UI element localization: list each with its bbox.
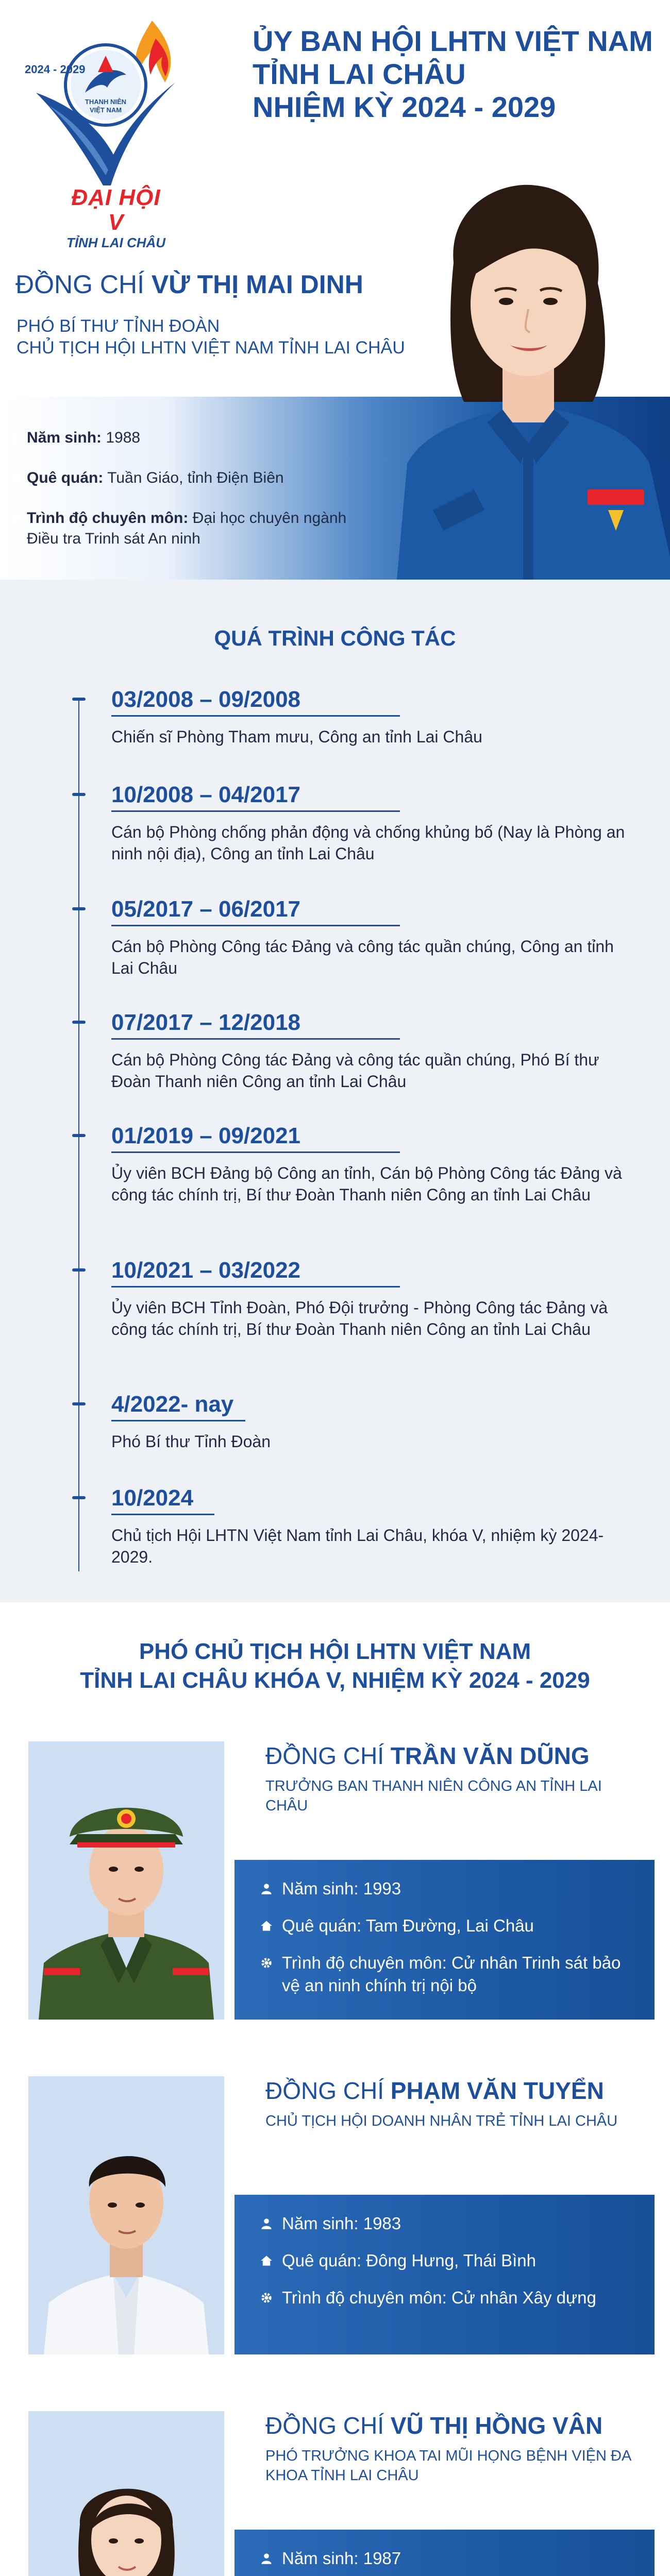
leader-info-hometown-text	[27, 468, 382, 488]
timeline-underline	[111, 715, 400, 717]
org-title-line-3: NHIỆM KỲ 2024 - 2029	[253, 91, 556, 123]
vice-chair-info-panel	[234, 2195, 655, 2354]
vice-chair-birth-text: Năm sinh: 1987	[282, 2549, 401, 2568]
vice-chairs-section	[0, 1602, 670, 2576]
vice-title-line-2: TỈNH LAI CHÂU KHÓA V, NHIỆM KỲ 2024 - 2029	[80, 1668, 590, 1693]
person-icon	[11, 428, 27, 448]
leader-info-degree-value: Đại học chuyên ngành Điều tra Trinh sát An ninh	[27, 510, 347, 547]
vice-chair-hometown	[260, 1914, 642, 1937]
vice-chair-role: PHÓ TRƯỞNG KHOA TAI MŨI HỌNG BỆNH VIỆN ĐA KHOA TỈNH LAI CHÂU	[265, 2448, 631, 2484]
vice-chair-info-list	[260, 2212, 642, 2324]
vice-chair-degree-text: Trình độ chuyên môn: Cử nhân Xây dựng	[282, 2288, 596, 2307]
vice-chair-name-value: VŨ THỊ HỒNG VÂN	[390, 2412, 603, 2439]
person-icon	[260, 2212, 282, 2235]
leader-info-degree-text	[27, 508, 382, 549]
timeline-desc: Ủy viên BCH Tỉnh Đoàn, Phó Đội trưởng - Phòng Công tác Đảng và công tác chính trị, Bí thư Đoàn Thanh niên Công an tỉnh Lai Châu	[111, 1298, 608, 1338]
timeline-date-text: 10/2024	[111, 1485, 194, 1511]
vice-chair-role: CHỦ TỊCH HỘI DOANH NHÂN TRẺ TỈNH LAI CHÂU	[265, 2113, 618, 2129]
vice-chair-degree-text: Trình độ chuyên môn: Cử nhân Trinh sát bảo vệ an ninh chính trị nội bộ	[282, 1953, 621, 1995]
timeline-dot	[72, 698, 86, 701]
leader-info-list	[11, 428, 382, 569]
logo-years: 2024 - 2029	[25, 63, 86, 76]
vice-chair-info-panel	[234, 2530, 655, 2576]
vice-chair-hometown-text: Quê quán: Tam Đường, Lai Châu	[282, 1916, 534, 1935]
home-icon	[11, 468, 27, 488]
timeline-dot	[72, 1496, 86, 1499]
gear-icon	[260, 2286, 282, 2309]
vice-chair-info-list	[260, 2547, 642, 2576]
leader-info-degree	[11, 508, 382, 549]
vice-chair-name-value: TRẦN VĂN DŨNG	[390, 1742, 590, 1769]
timeline-underline	[111, 1420, 245, 1421]
timeline-desc: Cán bộ Phòng Công tác Đảng và công tác quần chúng, Phó Bí thư Đoàn Thanh niên Công an tỉnh Lai Châu	[111, 1050, 599, 1091]
timeline-dot	[72, 793, 86, 796]
vice-chair-card	[28, 2411, 655, 2576]
leader-info-birth-text	[27, 428, 382, 448]
timeline-underline	[111, 1151, 400, 1153]
vice-chair-degree	[260, 1952, 642, 1997]
vice-chair-name-prefix: ĐỒNG CHÍ	[265, 1742, 391, 1769]
vice-chair-hometown-text: Quê quán: Đông Hưng, Thái Bình	[282, 2251, 536, 2270]
timeline-underline	[111, 1514, 214, 1515]
timeline-desc: Cán bộ Phòng Công tác Đảng và công tác quần chúng, Công an tỉnh Lai Châu	[111, 937, 614, 977]
timeline-underline	[111, 1286, 400, 1287]
timeline-item	[72, 1484, 644, 1568]
logo-badge-line1: THANH NIÊN	[85, 98, 127, 106]
timeline-date	[72, 1390, 644, 1419]
leader-info-birth-value: 1988	[102, 429, 141, 446]
vice-chair-name	[265, 1741, 590, 1770]
timeline-date	[72, 781, 644, 809]
vice-chair-birth-text: Năm sinh: 1993	[282, 1879, 401, 1898]
timeline-date	[72, 1256, 644, 1285]
leader-role-1: PHÓ BÍ THƯ TỈNH ĐOÀN	[16, 316, 220, 336]
timeline-dot	[72, 1268, 86, 1272]
timeline-dot	[72, 1021, 86, 1024]
timeline-underline	[111, 1038, 400, 1040]
timeline-item	[72, 1390, 644, 1452]
vice-chair-birth-text: Năm sinh: 1983	[282, 2214, 401, 2233]
timeline-dot	[72, 1402, 86, 1405]
timeline-date	[72, 1484, 644, 1513]
timeline-item	[72, 1008, 644, 1092]
vice-chair-card	[28, 1741, 655, 2030]
vice-chair-name-prefix: ĐỒNG CHÍ	[265, 2077, 391, 2104]
timeline-item	[72, 1122, 644, 1206]
congress-province: TỈNH LAI CHÂU	[66, 235, 166, 250]
timeline-date-text: 05/2017 – 06/2017	[111, 896, 301, 922]
timeline-item	[72, 1256, 644, 1340]
timeline-desc: Cán bộ Phòng chống phản động và chống khủng bố (Nay là Phòng an ninh nội địa), Công an tỉnh Lai Châu	[111, 823, 625, 863]
vice-chair-hometown	[260, 2249, 642, 2272]
gear-icon	[260, 1952, 282, 1974]
home-icon	[260, 1914, 282, 1937]
leader-info-degree-label: Trình độ chuyên môn:	[27, 510, 189, 527]
leader-name	[15, 269, 407, 300]
vice-chair-name-prefix: ĐỒNG CHÍ	[265, 2412, 391, 2439]
timeline-date	[72, 685, 644, 714]
org-title-line-2: TỈNH LAI CHÂU	[253, 58, 466, 90]
career-section	[0, 580, 670, 1602]
leader-role-2: CHỦ TỊCH HỘI LHTN VIỆT NAM TỈNH LAI CHÂU	[16, 338, 405, 358]
congress-name: ĐẠI HỘI V	[71, 185, 161, 235]
timeline-date	[72, 895, 644, 924]
vice-chair-name-value: PHẠM VĂN TUYỂN	[390, 2077, 604, 2104]
vice-chairs-title	[0, 1637, 670, 1695]
vice-chair-photo	[28, 2411, 224, 2576]
vice-chair-birth	[260, 1877, 642, 1900]
header-section	[0, 0, 670, 580]
timeline-item	[72, 685, 644, 748]
vice-chair-photo	[28, 2076, 224, 2354]
timeline-item	[72, 895, 644, 979]
person-icon	[260, 2547, 282, 2570]
timeline-date-text: 4/2022- nay	[111, 1392, 234, 1417]
vice-chair-info-list	[260, 1877, 642, 2011]
vice-chair-degree	[260, 2286, 642, 2309]
timeline-desc: Ủy viên BCH Đảng bộ Công an tỉnh, Cán bộ Phòng Công tác Đảng và công tác chính trị, Bí thư Đoàn Thanh niên Công an tỉnh Lai Châu	[111, 1164, 622, 1204]
home-icon	[260, 2249, 282, 2272]
gear-icon	[11, 508, 27, 529]
timeline-underline	[111, 810, 400, 812]
vice-chair-name	[265, 2411, 602, 2440]
timeline-date-text: 07/2017 – 12/2018	[111, 1010, 301, 1035]
timeline-date-text: 10/2021 – 03/2022	[111, 1258, 301, 1283]
leader-info-birth	[11, 428, 382, 448]
vice-chair-card	[28, 2076, 655, 2365]
logo-badge-line2: VIỆT NAM	[89, 106, 122, 114]
timeline-desc: Phó Bí thư Tỉnh Đoàn	[111, 1432, 271, 1451]
timeline-date-text: 03/2008 – 09/2008	[111, 687, 301, 712]
congress-logo	[21, 15, 196, 193]
vice-chair-birth	[260, 2547, 642, 2570]
timeline-date	[72, 1008, 644, 1037]
timeline-date-text: 01/2019 – 09/2021	[111, 1123, 301, 1148]
career-title: QUÁ TRÌNH CÔNG TÁC	[214, 626, 456, 650]
congress-title	[62, 185, 170, 250]
person-icon	[260, 1877, 282, 1900]
leader-info-birth-label: Năm sinh:	[27, 429, 102, 446]
leader-info-hometown-value: Tuần Giáo, tỉnh Điện Biên	[103, 469, 284, 486]
timeline-dot	[72, 1134, 86, 1137]
timeline-date	[72, 1122, 644, 1150]
leader-name-prefix: ĐỒNG CHÍ	[15, 270, 152, 299]
vice-chair-info-panel	[234, 1860, 655, 2020]
timeline-dot	[72, 907, 86, 910]
timeline-item	[72, 781, 644, 865]
vice-title-line-1: PHÓ CHỦ TỊCH HỘI LHTN VIỆT NAM	[139, 1639, 531, 1664]
org-title-line-1: ỦY BAN HỘI LHTN VIỆT NAM	[253, 25, 653, 57]
timeline-date-text: 10/2008 – 04/2017	[111, 782, 301, 807]
org-title	[253, 25, 655, 124]
leader-portrait	[366, 175, 670, 580]
timeline-desc: Chủ tịch Hội LHTN Việt Nam tỉnh Lai Châu, khóa V, nhiệm kỳ 2024-2029.	[111, 1526, 604, 1566]
vice-chair-name	[265, 2076, 604, 2105]
timeline-desc: Chiến sĩ Phòng Tham mưu, Công an tỉnh Lai Châu	[111, 727, 482, 746]
leader-roles	[16, 315, 408, 359]
leader-info-hometown-label: Quê quán:	[27, 469, 104, 486]
vice-chair-photo	[28, 1741, 224, 2020]
vice-chair-birth	[260, 2212, 642, 2235]
vice-chair-role: TRƯỞNG BAN THANH NIÊN CÔNG AN TỈNH LAI CHÂU	[265, 1778, 602, 1814]
timeline-underline	[111, 925, 400, 926]
leader-info-hometown	[11, 468, 382, 488]
leader-name-value: VỪ THỊ MAI DINH	[151, 270, 363, 299]
